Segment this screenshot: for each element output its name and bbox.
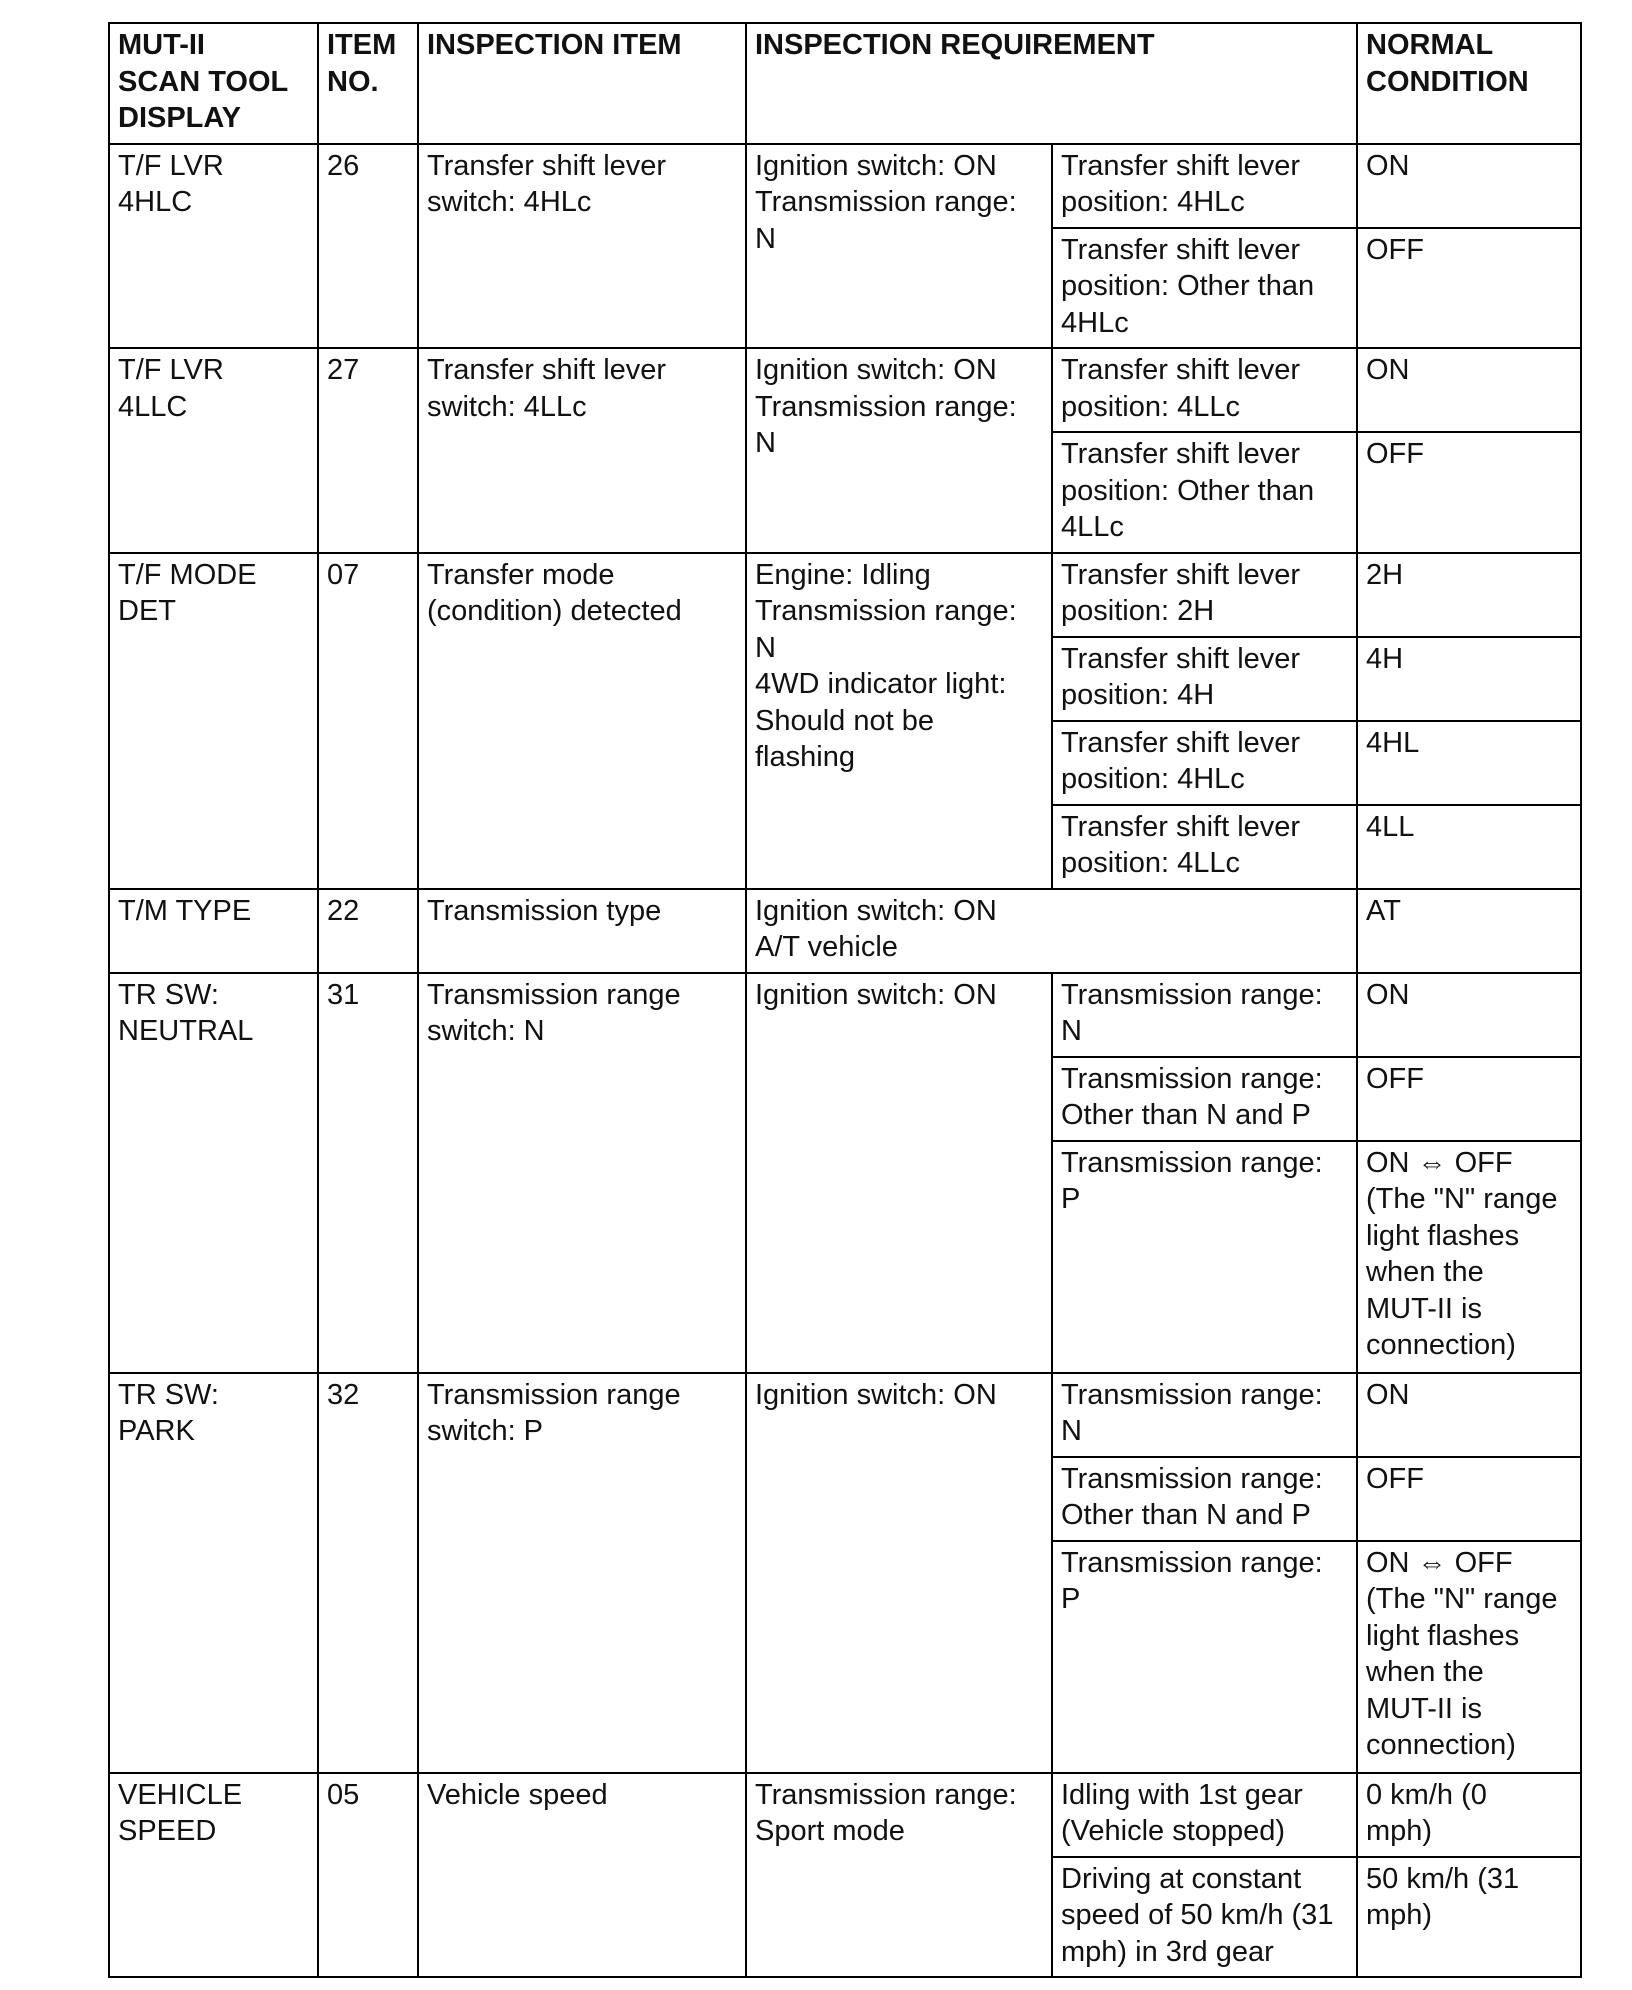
inspection-item: Transfer shift lever switch: 4HLc bbox=[418, 144, 746, 349]
requirement-condition: Transfer shift lever position: Other than 4HLc bbox=[1052, 228, 1357, 349]
inspection-requirement: Ignition switch: ON A/T vehicle bbox=[746, 889, 1357, 973]
item-no: 31 bbox=[318, 973, 418, 1373]
inspection-requirement: Ignition switch: ON bbox=[746, 1373, 1052, 1773]
requirement-condition: Transfer shift lever position: 2H bbox=[1052, 553, 1357, 637]
header-item-no: ITEM NO. bbox=[318, 23, 418, 144]
inspection-item: Transfer shift lever switch: 4LLc bbox=[418, 348, 746, 553]
requirement-condition: Transmission range: N bbox=[1052, 973, 1357, 1057]
requirement-condition: Transmission range: Other than N and P bbox=[1052, 1057, 1357, 1141]
requirement-condition: Transfer shift lever position: 4HLc bbox=[1052, 144, 1357, 228]
normal-condition: 0 km/h (0 mph) bbox=[1357, 1773, 1581, 1857]
normal-condition: OFF bbox=[1357, 432, 1581, 553]
inspection-item: Vehicle speed bbox=[418, 1773, 746, 1978]
inspection-table bbox=[108, 22, 1582, 1978]
normal-condition: 50 km/h (31 mph) bbox=[1357, 1857, 1581, 1978]
inspection-requirement: Ignition switch: ON Transmission range: N bbox=[746, 144, 1052, 349]
item-no: 07 bbox=[318, 553, 418, 889]
scan-tool-display: T/F LVR 4LLC bbox=[109, 348, 318, 553]
inspection-requirement: Ignition switch: ON bbox=[746, 973, 1052, 1373]
table-row bbox=[109, 144, 1581, 228]
inspection-item: Transmission range switch: P bbox=[418, 1373, 746, 1773]
item-no: 32 bbox=[318, 1373, 418, 1773]
inspection-requirement: Transmission range: Sport mode bbox=[746, 1773, 1052, 1978]
normal-condition: ON bbox=[1357, 348, 1581, 432]
requirement-condition: Transfer shift lever position: 4HLc bbox=[1052, 721, 1357, 805]
item-no: 05 bbox=[318, 1773, 418, 1978]
normal-condition: ON ⇔ OFF (The "N" range light flashes when the MUT-II is connection) bbox=[1357, 1141, 1581, 1373]
normal-condition: 4HL bbox=[1357, 721, 1581, 805]
inspection-item: Transmission range switch: N bbox=[418, 973, 746, 1373]
inspection-requirement: Engine: Idling Transmission range: N 4WD indicator light: Should not be flashing bbox=[746, 553, 1052, 889]
requirement-condition: Transmission range: Other than N and P bbox=[1052, 1457, 1357, 1541]
scan-tool-display: T/F MODE DET bbox=[109, 553, 318, 889]
normal-condition: AT bbox=[1357, 889, 1581, 973]
requirement-condition: Idling with 1st gear (Vehicle stopped) bbox=[1052, 1773, 1357, 1857]
table-row bbox=[109, 1773, 1581, 1857]
normal-condition: ON ⇔ OFF (The "N" range light flashes when the MUT-II is connection) bbox=[1357, 1541, 1581, 1773]
header-normal-condition: NORMAL CONDITION bbox=[1357, 23, 1581, 144]
header-requirement: INSPECTION REQUIREMENT bbox=[746, 23, 1357, 144]
normal-condition: OFF bbox=[1357, 1057, 1581, 1141]
normal-condition: 4H bbox=[1357, 637, 1581, 721]
requirement-condition: Transfer shift lever position: 4H bbox=[1052, 637, 1357, 721]
table-row bbox=[109, 973, 1581, 1057]
scan-tool-display: TR SW: PARK bbox=[109, 1373, 318, 1773]
requirement-condition: Transfer shift lever position: 4LLc bbox=[1052, 348, 1357, 432]
item-no: 22 bbox=[318, 889, 418, 973]
requirement-condition: Transmission range: P bbox=[1052, 1541, 1357, 1773]
table-row bbox=[109, 1373, 1581, 1457]
item-no: 27 bbox=[318, 348, 418, 553]
table-row bbox=[109, 889, 1581, 973]
scan-tool-display: VEHICLE SPEED bbox=[109, 1773, 318, 1978]
item-no: 26 bbox=[318, 144, 418, 349]
normal-condition: OFF bbox=[1357, 1457, 1581, 1541]
normal-condition: ON bbox=[1357, 973, 1581, 1057]
normal-condition: OFF bbox=[1357, 228, 1581, 349]
scan-tool-display: TR SW: NEUTRAL bbox=[109, 973, 318, 1373]
inspection-item: Transmission type bbox=[418, 889, 746, 973]
scan-tool-display: T/M TYPE bbox=[109, 889, 318, 973]
scan-tool-display: T/F LVR 4HLC bbox=[109, 144, 318, 349]
header-display: MUT-II SCAN TOOL DISPLAY bbox=[109, 23, 318, 144]
requirement-condition: Transmission range: P bbox=[1052, 1141, 1357, 1373]
normal-condition: 2H bbox=[1357, 553, 1581, 637]
requirement-condition: Transmission range: N bbox=[1052, 1373, 1357, 1457]
requirement-condition: Transfer shift lever position: Other than 4LLc bbox=[1052, 432, 1357, 553]
normal-condition: ON bbox=[1357, 1373, 1581, 1457]
inspection-requirement: Ignition switch: ON Transmission range: N bbox=[746, 348, 1052, 553]
table-row bbox=[109, 348, 1581, 432]
requirement-condition: Transfer shift lever position: 4LLc bbox=[1052, 805, 1357, 889]
normal-condition: ON bbox=[1357, 144, 1581, 228]
inspection-item: Transfer mode (condition) detected bbox=[418, 553, 746, 889]
header-row bbox=[109, 23, 1581, 144]
requirement-condition: Driving at constant speed of 50 km/h (31 mph) in 3rd gear bbox=[1052, 1857, 1357, 1978]
normal-condition: 4LL bbox=[1357, 805, 1581, 889]
header-inspection-item: INSPECTION ITEM bbox=[418, 23, 746, 144]
table-row bbox=[109, 553, 1581, 637]
